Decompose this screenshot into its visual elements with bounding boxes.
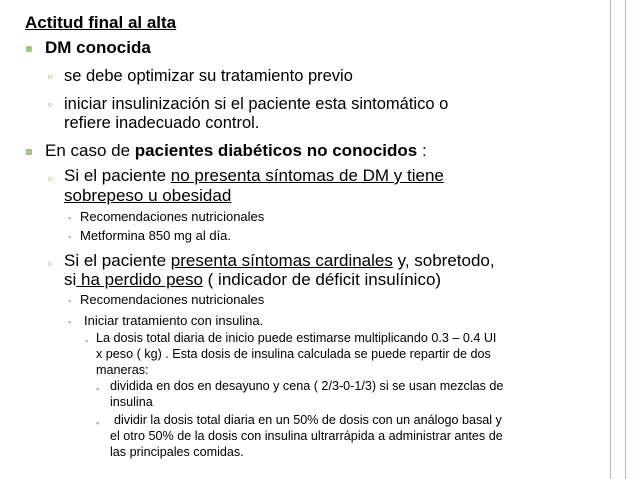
case2-prefix-2: si <box>64 270 77 289</box>
case2-sub-insulin: Iniciar tratamiento con insulina. <box>84 313 264 328</box>
case1-line2: sobrepeso u obesidad <box>64 186 232 205</box>
case2-suffix-1: y, sobretodo, <box>392 251 495 270</box>
dose-line2: x peso ( kg) . Esta dosis de insulina calculada se puede repartir de dos <box>96 347 491 361</box>
option1-line1: dividida en dos en desayuno y cena ( 2/3-0-1/3) si se usan mezclas de <box>110 379 504 393</box>
bullet-diamond-icon: ▪ <box>85 336 89 346</box>
bullet-diamond-icon: ▪ <box>96 384 100 394</box>
bullet-circle-icon: ◦ <box>47 255 53 273</box>
unknown-bold: pacientes diabéticos no conocidos <box>134 141 418 160</box>
bullet-diamond-icon: ▪ <box>68 232 72 242</box>
unknown-patients-line <box>45 141 427 161</box>
unknown-prefix: En caso de <box>45 141 135 160</box>
case2-line2 <box>64 270 441 290</box>
bullet-circle-icon: ◦ <box>47 68 53 86</box>
option2-line2: el otro 50% de la dosis con insulina ultrarrápida a administrar antes de <box>110 429 503 443</box>
case2-prefix: Si el paciente <box>64 251 171 270</box>
bullet-circle-icon: ◦ <box>47 96 53 114</box>
case1-prefix: Si el paciente <box>64 166 171 185</box>
dose-line3: maneras: <box>96 363 149 377</box>
slide-heading: Actitud final al alta <box>25 13 177 32</box>
bullet-diamond-icon: ▪ <box>68 317 72 327</box>
case1-sub-nutrition: Recomendaciones nutricionales <box>80 209 265 224</box>
bullet-square-icon <box>26 46 32 52</box>
case2-suffix-2: ( indicador de déficit insulínico) <box>202 270 442 289</box>
case2-line1 <box>64 251 495 271</box>
bullet-diamond-icon: ▪ <box>68 213 72 223</box>
dm-item-optimize: se debe optimizar su tratamiento previo <box>64 67 353 85</box>
case2-underlined-2: ha perdido peso <box>76 270 203 289</box>
case1-sub-metformin: Metformina 850 mg al día. <box>80 228 232 243</box>
bullet-diamond-icon: ▪ <box>96 418 100 428</box>
case2-underlined-1: presenta síntomas cardinales <box>170 251 393 270</box>
bullet-circle-icon: ◦ <box>47 170 53 188</box>
decorative-vertical-lines <box>610 0 626 479</box>
bullet-square-icon <box>26 149 32 155</box>
option2-line1: dividir la dosis total diaria en un 50% de dosis con un análogo basal y <box>114 413 502 427</box>
dm-item-insulin-line2: refiere inadecuado control. <box>64 114 260 132</box>
case2-sub-nutrition: Recomendaciones nutricionales <box>80 292 265 307</box>
unknown-suffix: : <box>417 141 427 160</box>
case1-underlined-1: no presenta síntomas de DM y tiene <box>170 166 444 185</box>
dm-item-insulin-line1: iniciar insulinización si el paciente esta sintomático o <box>64 95 449 113</box>
bullet-diamond-icon: ▪ <box>68 296 72 306</box>
dm-known-title: DM conocida <box>45 38 151 57</box>
option1-line2: insulina <box>110 395 153 409</box>
case1-line1 <box>64 166 444 186</box>
option2-line3: las principales comidas. <box>110 445 244 459</box>
dose-line1: La dosis total diaria de inicio puede estimarse multiplicando 0.3 – 0.4 UI <box>96 331 497 345</box>
